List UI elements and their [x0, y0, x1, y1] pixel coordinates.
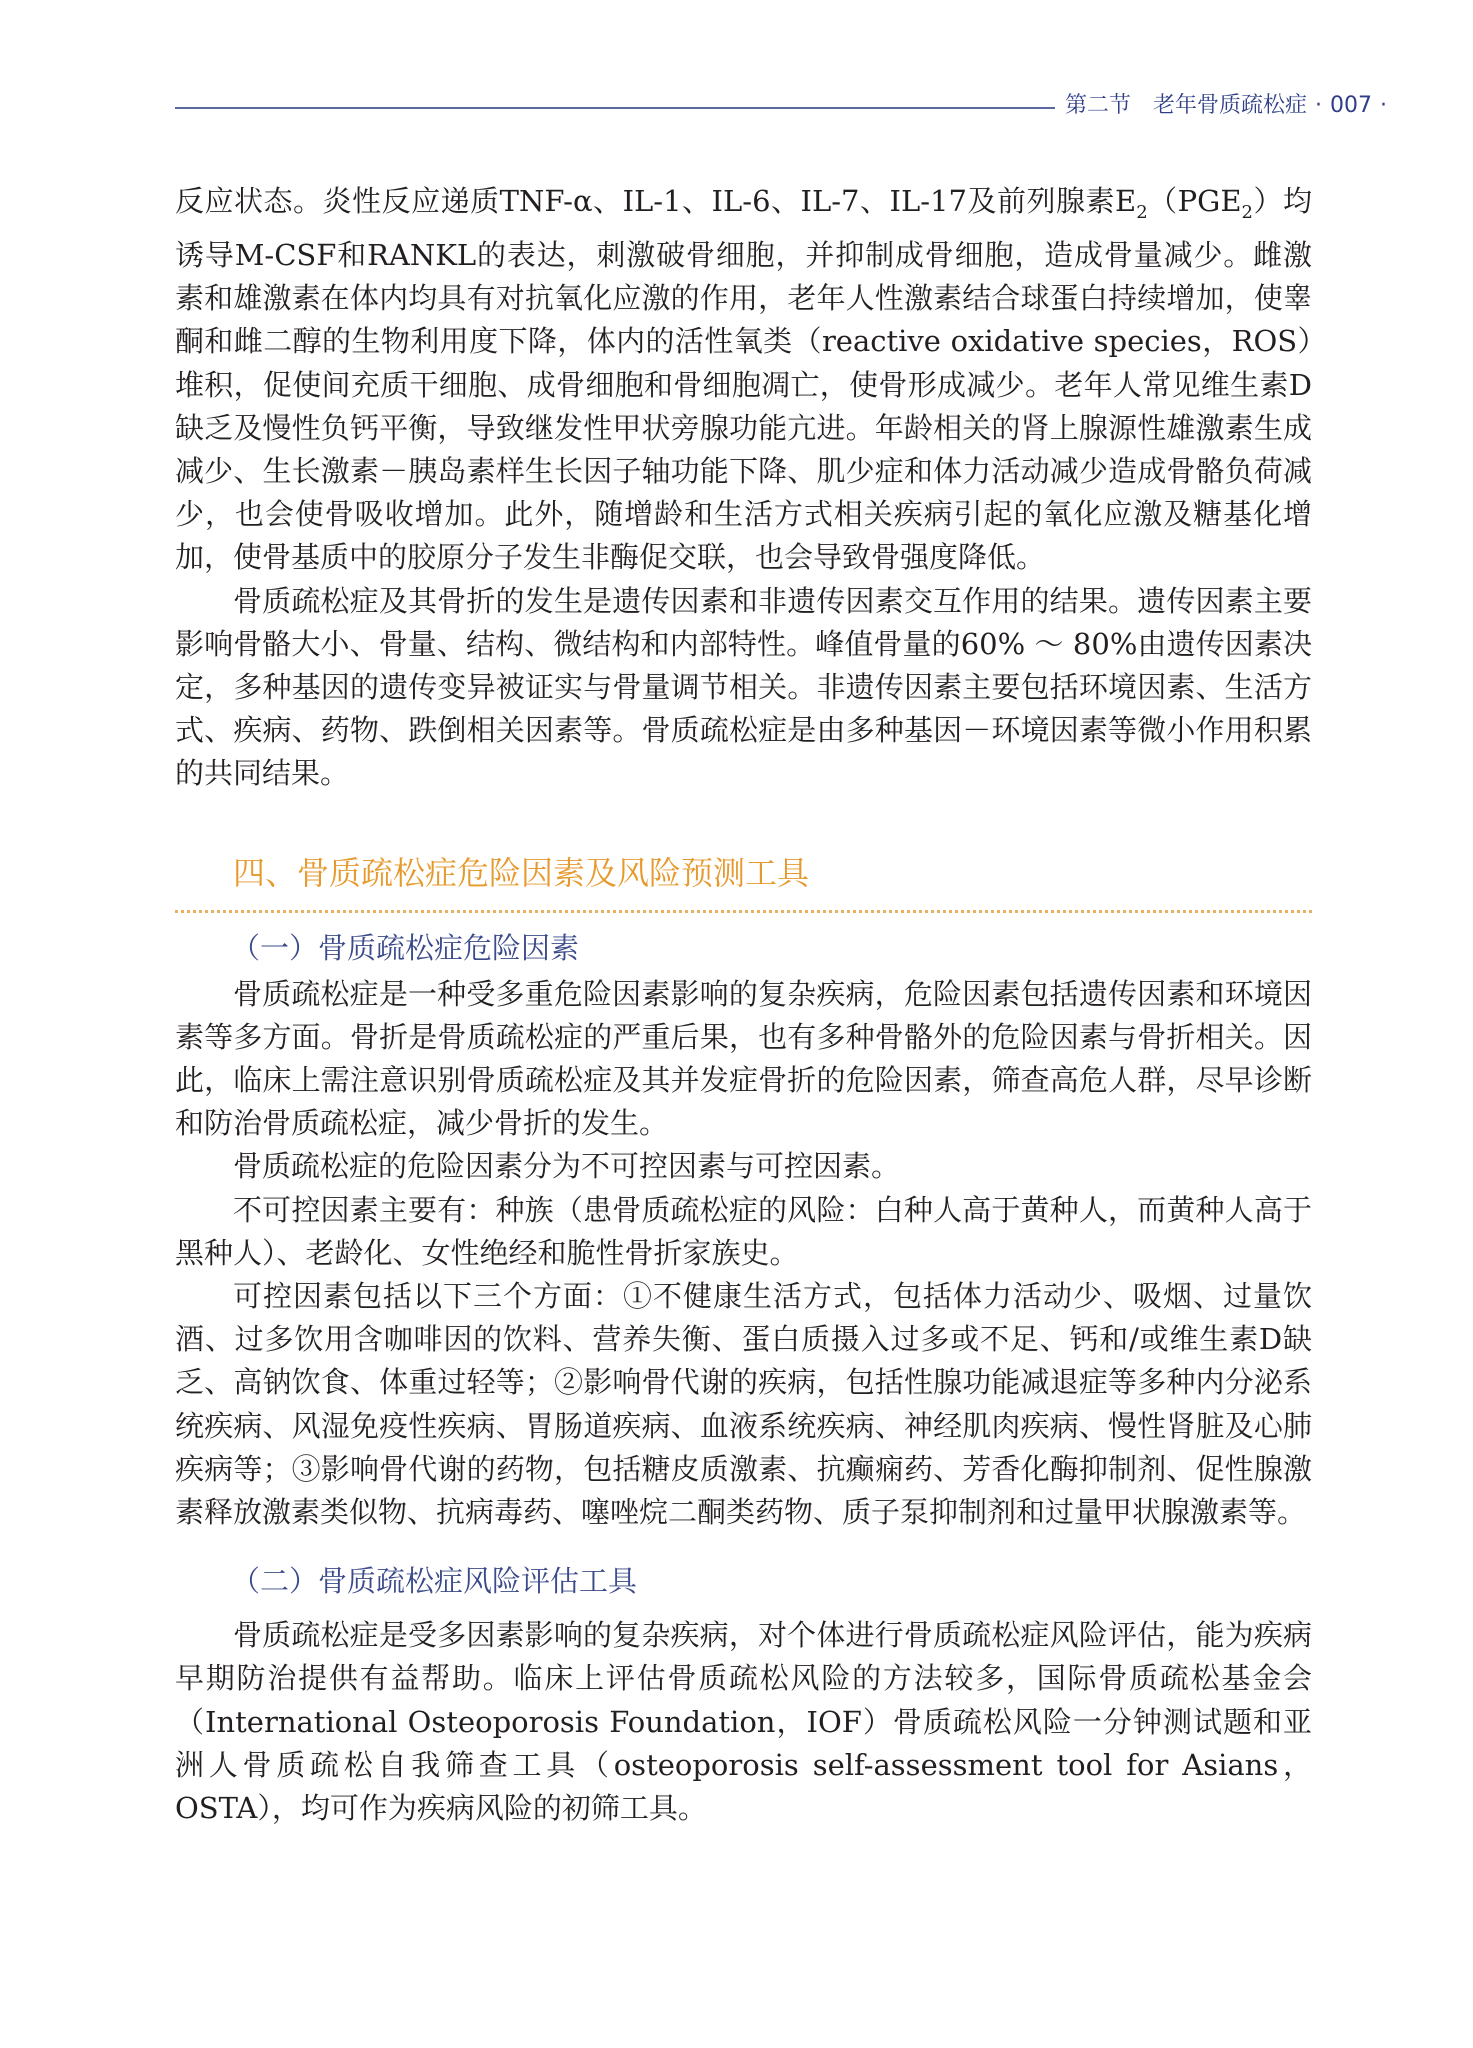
page-number: 007 [1330, 93, 1373, 118]
subsection-heading-2: （二）骨质疏松症风险评估工具 [231, 1564, 638, 1599]
paragraph: 骨质疏松症是一种受多重危险因素影响的复杂疾病，危险因素包括遗传因素和环境因素等多方面。骨折是骨质疏松症的严重后果，也有多种骨骼外的危险因素与骨折相关。因此，临床上需注意识别骨质疏松症及其并发症骨折的危险因素，筛查高危人群，尽早诊断和防治骨质疏松症，减少骨折的发生。 [175, 976, 1312, 1141]
page-body [175, 180, 1312, 1830]
paragraph: 骨质疏松症的危险因素分为不可控因素与可控因素。 [233, 1149, 901, 1184]
running-header [175, 88, 1420, 128]
subsection-heading-1: （一）骨质疏松症危险因素 [231, 930, 580, 965]
header-section: 第二节 [1065, 93, 1132, 118]
paragraph: 不可控因素主要有：种族（患骨质疏松症的风险：白种人高于黄种人，而黄种人高于黑种人）、老龄化、女性绝经和脆性骨折家族史。 [175, 1192, 1312, 1270]
section-heading-4: 四、骨质疏松症危险因素及风险预测工具 [233, 853, 810, 892]
paragraph-genetics: 骨质疏松症及其骨折的发生是遗传因素和非遗传因素交互作用的结果。遗传因素主要影响骨骼大小、骨量、结构、微结构和内部特性。峰值骨量的60% ～ 80%由遗传因素决定，多种基因的遗传变异被证实与骨量调节相关。非遗传因素主要包括环境因素、生活方式、疾病、药物、跌倒相关因素等。骨质疏松症是由多种基因－环境因素等微小作用积累的共同结果。 [175, 583, 1312, 791]
header-text: 第二节 老年骨质疏松症 · 007 · [1065, 93, 1388, 118]
paragraph-continued: 反应状态。炎性反应递质TNF-α、IL-1、IL-6、IL-7、IL-17及前列腺素$E_2(PGE_2)$均诱导M-CSF和RANKL的表达，刺激破骨细胞，并抑制成骨细胞，造成骨量减少。雌激素和雄激素在体内均具有对抗氧化应激的作用，老年人性激素结合球蛋白持续增加，使睾酮和雌二醇的生物利用度下降，体内的活性氧类（reactive oxidative species，ROS）堆积，促使间充质干细胞、成骨细胞和骨细胞凋亡，使骨形成减少。老年人常见维生素D缺乏及慢性负钙平衡，导致继发性甲状旁腺功能亢进。年龄相关的肾上腺源性雄激素生成减少、生长激素－胰岛素样生长因子轴功能下降、肌少症和体力活动减少造成骨骼负荷减少，也会使骨吸收增加。此外，随增龄和生活方式相关疾病引起的氧化应激及糖基化增加，使骨基质中的胶原分子发生非酶促交联，也会导致骨强度降低。 [175, 184, 1312, 575]
header-title: 老年骨质疏松症 [1153, 93, 1308, 118]
paragraph: 可控因素包括以下三个方面：①不健康生活方式，包括体力活动少、吸烟、过量饮酒、过多饮用含咖啡因的饮料、营养失衡、蛋白质摄入过多或不足、钙和/或维生素D缺乏、高钠饮食、体重过轻等；②影响骨代谢的疾病，包括性腺功能减退症等多种内分泌系统疾病、风湿免疫性疾病、胃肠道疾病、血液系统疾病、神经肌肉疾病、慢性肾脏及心肺疾病等；③影响骨代谢的药物，包括糖皮质激素、抗癫痫药、芳香化酶抑制剂、促性腺激素释放激素类似物、抗病毒药、噻唑烷二酮类药物、质子泵抑制剂和过量甲状腺激素等。 [175, 1279, 1312, 1530]
section-divider [175, 910, 1312, 913]
header-rule [175, 107, 1055, 109]
paragraph: 骨质疏松症是受多因素影响的复杂疾病，对个体进行骨质疏松症风险评估，能为疾病早期防治提供有益帮助。临床上评估骨质疏松风险的方法较多，国际骨质疏松基金会（International Osteoporosis Foundation，IOF）骨质疏松风险一分钟测试题和亚洲人骨质疏松自我筛查工具（osteoporosis self-assessment tool for Asians，OSTA），均可作为疾病风险的初筛工具。 [175, 1618, 1312, 1826]
